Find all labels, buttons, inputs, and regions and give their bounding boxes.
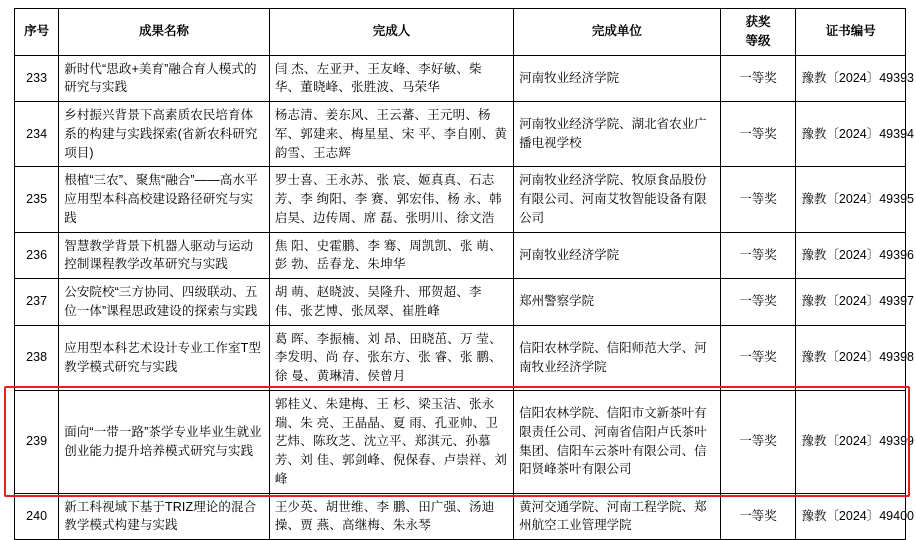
table-row [15, 325, 906, 390]
table-row [15, 279, 906, 326]
cell-name: 应用型本科艺术设计专业工作室T型教学模式研究与实践 [59, 325, 270, 390]
column-header-level-line2: 等级 [745, 33, 771, 48]
column-header-level [720, 9, 796, 56]
cell-people: 罗士喜、王永苏、张 宸、姬真真、石志芳、李 绚阳、李 赛、郭宏伟、杨 永、韩启昊、边传周、席 磊、张明川、徐文浩 [269, 167, 513, 232]
table-header-row [15, 9, 906, 56]
cell-cert: 豫教〔2024〕49393 [796, 55, 906, 102]
cell-people: 焦 阳、史霍鹏、李 骞、周凯凯、张 萌、彭 勃、岳春龙、朱坤华 [269, 232, 513, 279]
column-header-no: 序号 [15, 9, 59, 56]
cell-cert: 豫教〔2024〕49394 [796, 102, 906, 167]
cell-name: 新时代“思政+美育”融合育人模式的研究与实践 [59, 55, 270, 102]
table-row [15, 232, 906, 279]
cell-people: 杨志清、姜东风、王云蕃、王元明、杨 军、郭建来、梅星星、宋 平、李自刚、黄韵雪、王志辉 [269, 102, 513, 167]
award-results-table [14, 8, 914, 540]
cell-people: 王少英、胡世维、李 鹏、田广强、汤迪操、贾 燕、高继梅、朱永琴 [269, 493, 513, 540]
cell-name: 根植“三农”、聚焦“融合”——高水平应用型本科高校建设路径研究与实践 [59, 167, 270, 232]
cell-cert: 豫教〔2024〕49396 [796, 232, 906, 279]
cell-people: 胡 萌、赵晓波、吴隆升、邢贺超、李 伟、张艺博、张凤翠、崔胜峰 [269, 279, 513, 326]
cell-cert: 豫教〔2024〕49397 [796, 279, 906, 326]
table-row [15, 493, 906, 540]
cell-people: 葛 晖、李振楠、刘 昂、田晓茁、万 莹、李发明、尚 存、张东方、张 睿、张 鹏、徐 曼、黄琳清、侯曾月 [269, 325, 513, 390]
cell-level: 一等奖 [720, 325, 796, 390]
cell-cert: 豫教〔2024〕49399 [796, 390, 906, 493]
column-header-people: 完成人 [269, 9, 513, 56]
table-row [15, 167, 906, 232]
cell-no: 238 [15, 325, 59, 390]
table-row [15, 102, 906, 167]
cell-level: 一等奖 [720, 55, 796, 102]
cell-unit: 信阳农林学院、信阳市文新茶叶有限责任公司、河南省信阳卢氏茶叶集团、信阳车云茶叶有限公司、信阳贤峰茶叶有限公司 [514, 390, 720, 493]
cell-people: 闫 杰、左亚尹、王友峰、李好敏、柴 华、董晓峰、张胜波、马荣华 [269, 55, 513, 102]
cell-level: 一等奖 [720, 167, 796, 232]
column-header-level-line1: 获奖 [745, 15, 771, 29]
cell-level: 一等奖 [720, 232, 796, 279]
cell-no: 240 [15, 493, 59, 540]
table-body [15, 55, 914, 540]
cell-people: 郭桂义、朱建梅、王 杉、梁玉洁、张永瑞、朱 亮、王晶晶、夏 雨、孔亚帅、卫艺炜、陈玫芝、沈立平、郑淇元、孙慕芳、刘 佳、郭剑峰、倪保春、卢崇祥、刘 峰 [269, 390, 513, 493]
column-header-cert: 证书编号 [796, 9, 906, 56]
column-header-name: 成果名称 [59, 9, 270, 56]
cell-name: 乡村振兴背景下高素质农民培育体系的构建与实践探索(省新农科研究项目) [59, 102, 270, 167]
cell-level: 一等奖 [720, 493, 796, 540]
cell-name: 新工科视域下基于TRIZ理论的混合教学模式构建与实践 [59, 493, 270, 540]
cell-unit: 黄河交通学院、河南工程学院、郑州航空工业管理学院 [514, 493, 720, 540]
cell-level: 一等奖 [720, 390, 796, 493]
table-header [15, 9, 906, 56]
cell-name: 智慧教学背景下机器人驱动与运动控制课程教学改革研究与实践 [59, 232, 270, 279]
cell-unit: 信阳农林学院、信阳师范大学、河南牧业经济学院 [514, 325, 720, 390]
cell-cert: 豫教〔2024〕49400 [796, 493, 906, 540]
cell-no: 237 [15, 279, 59, 326]
cell-no: 234 [15, 102, 59, 167]
cell-level: 一等奖 [720, 279, 796, 326]
column-header-unit: 完成单位 [514, 9, 720, 56]
cell-unit: 河南牧业经济学院、牧原食品股份有限公司、河南艾牧智能设备有限公司 [514, 167, 720, 232]
cell-cert: 豫教〔2024〕49398 [796, 325, 906, 390]
cell-level: 一等奖 [720, 102, 796, 167]
cell-unit: 河南牧业经济学院 [514, 55, 720, 102]
cell-unit: 郑州警察学院 [514, 279, 720, 326]
cell-name: 公安院校“三方协同、四级联动、五位一体”课程思政建设的探索与实践 [59, 279, 270, 326]
cell-no: 236 [15, 232, 59, 279]
cell-unit: 河南牧业经济学院、湖北省农业广播电视学校 [514, 102, 720, 167]
cell-no: 235 [15, 167, 59, 232]
cell-name: 面向“一带一路”茶学专业毕业生就业创业能力提升培养模式研究与实践 [59, 390, 270, 493]
cell-cert: 豫教〔2024〕49395 [796, 167, 906, 232]
table-row [15, 55, 906, 102]
cell-no: 233 [15, 55, 59, 102]
table-row-highlighted [15, 390, 906, 493]
cell-unit: 河南牧业经济学院 [514, 232, 720, 279]
cell-no: 239 [15, 390, 59, 493]
